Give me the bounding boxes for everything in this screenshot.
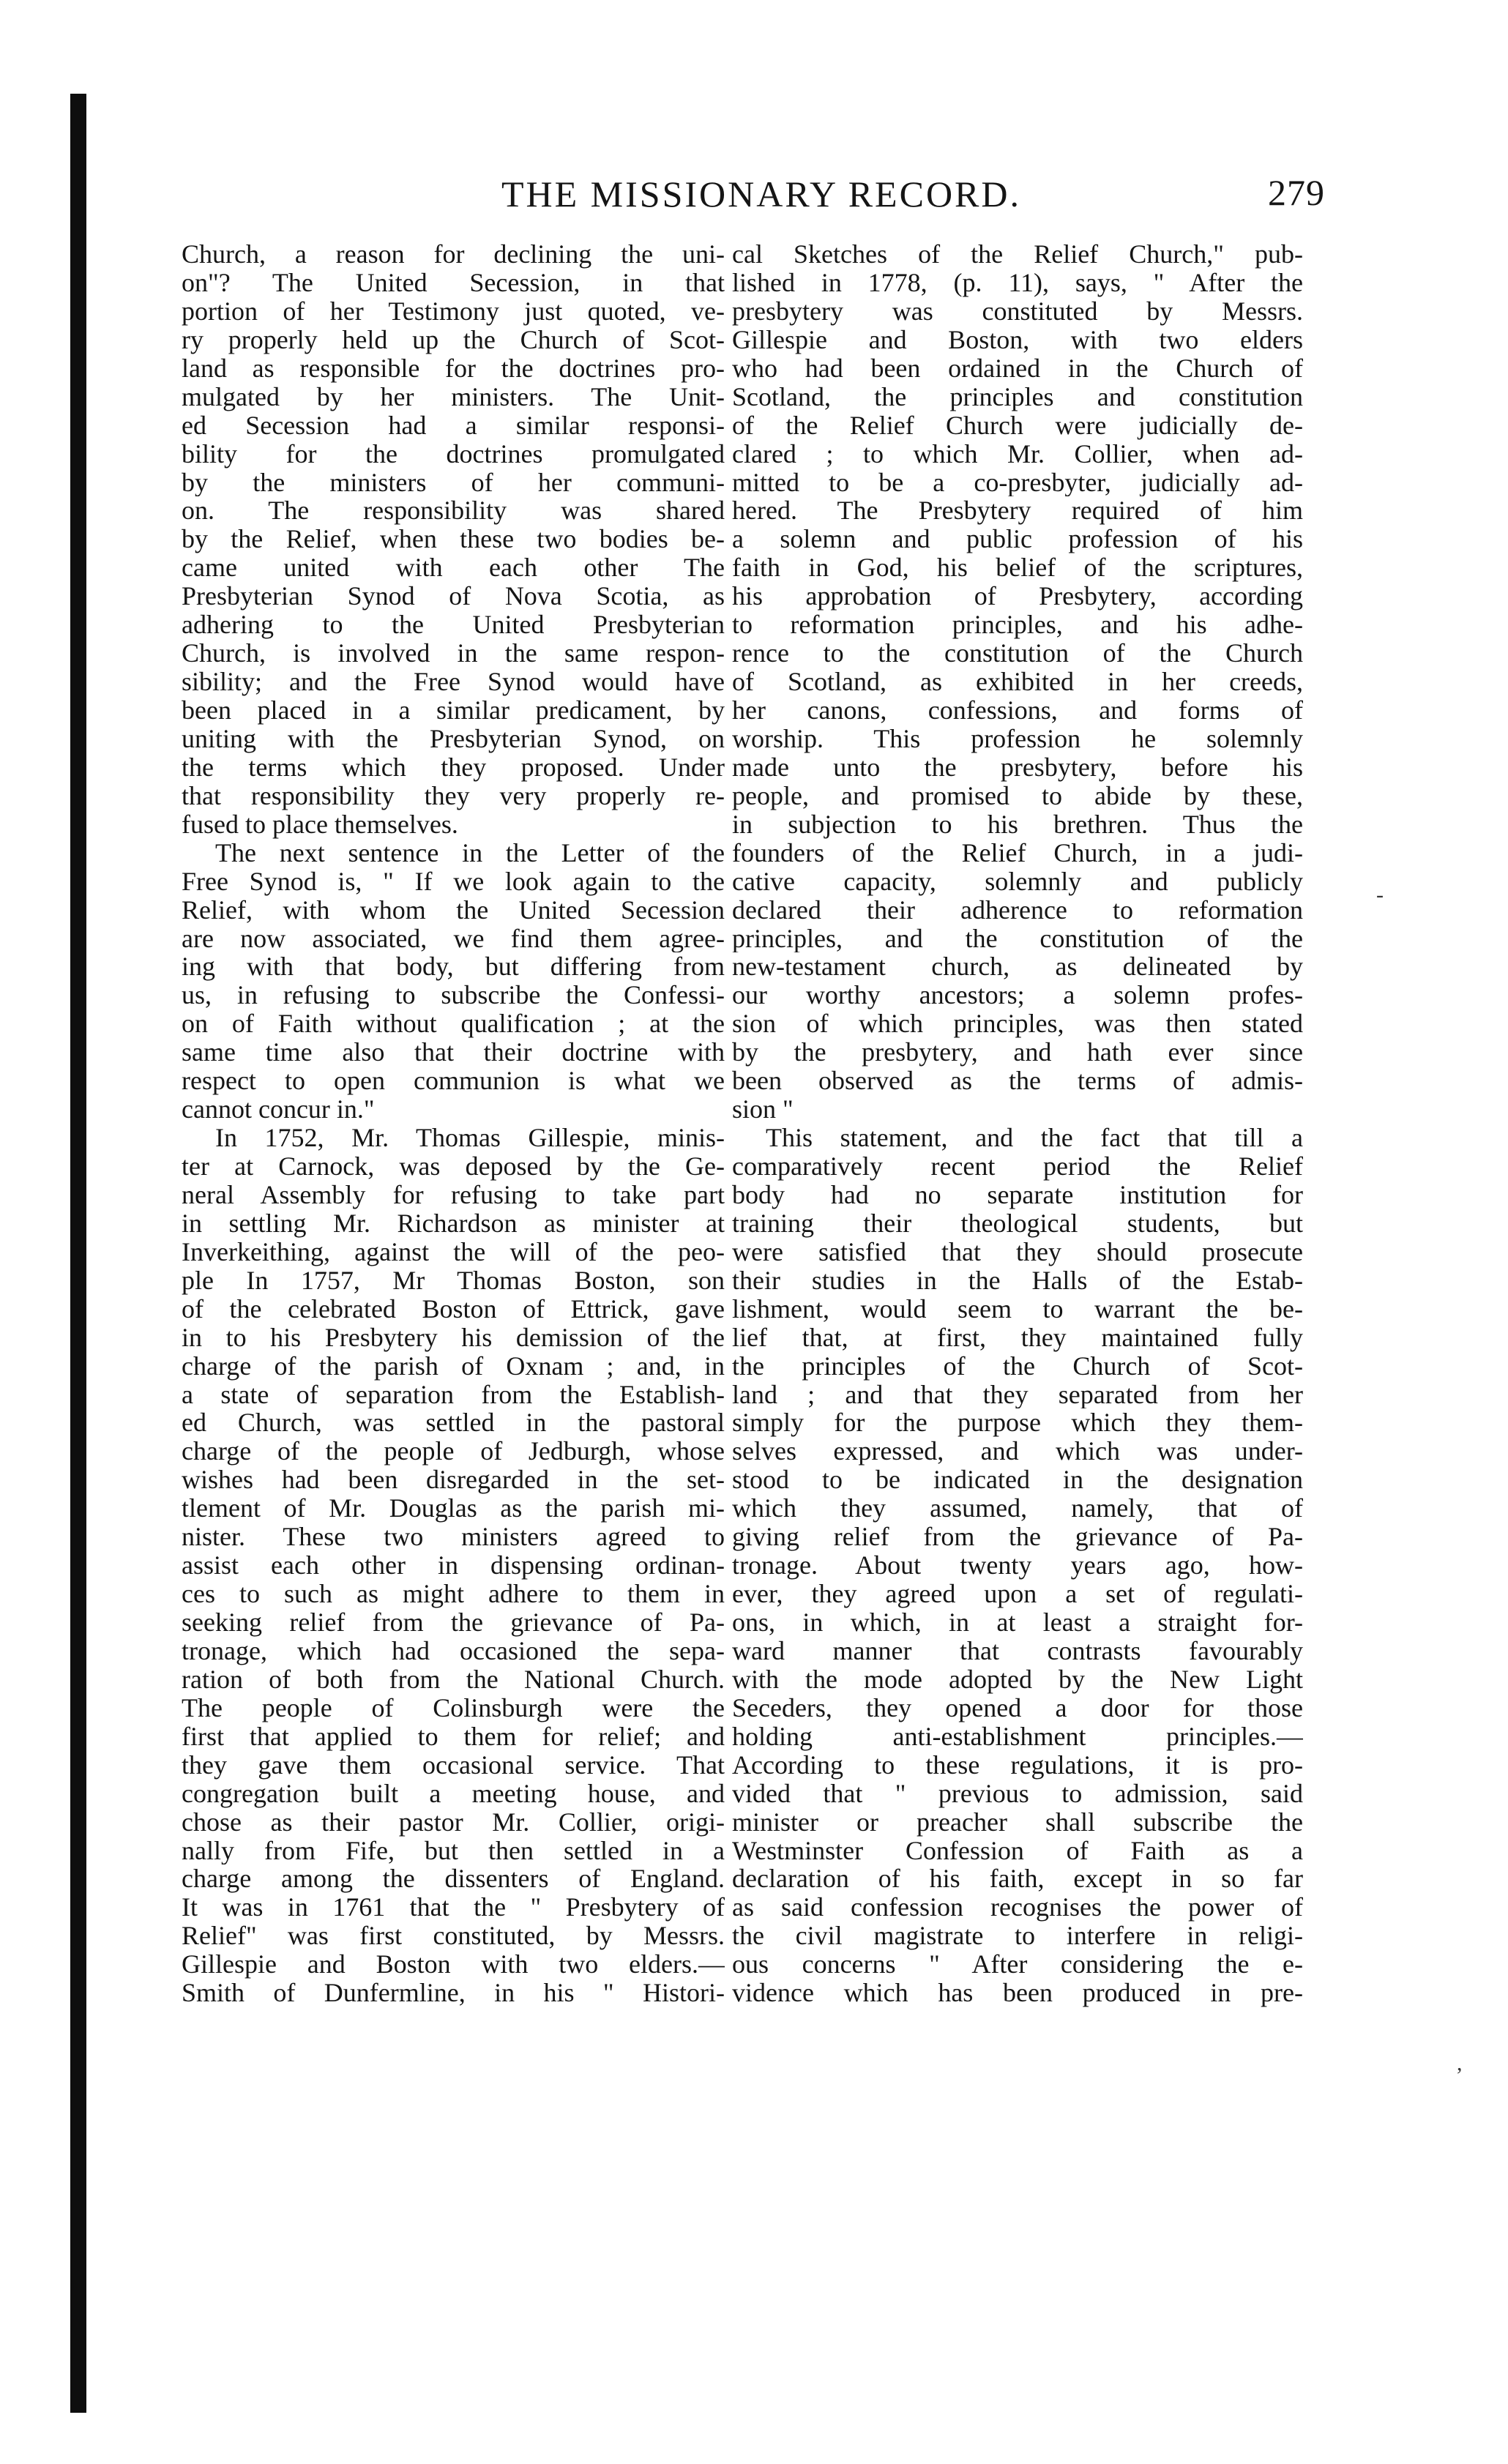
text-line: of Scotland, as exhibited in her creeds, bbox=[732, 668, 1303, 696]
text-line: It was in 1761 that the " Presbytery of bbox=[182, 1893, 725, 1922]
text-line: who had been ordained in the Church of bbox=[732, 354, 1303, 383]
text-line: been observed as the terms of admis- bbox=[732, 1067, 1303, 1096]
text-line: to reformation principles, and his adhe- bbox=[732, 611, 1303, 640]
margin-mark: , bbox=[1457, 2051, 1463, 2075]
text-line: The people of Colinsburgh were the bbox=[182, 1693, 725, 1722]
text-line: body had no separate institution for bbox=[732, 1180, 1303, 1209]
text-line: lished in 1778, (p. 11), says, " After the bbox=[732, 268, 1303, 297]
text-line: In 1752, Mr. Thomas Gillespie, minis- bbox=[215, 1124, 725, 1152]
text-line: new-testament church, as delineated by bbox=[732, 952, 1303, 982]
text-line: people, and promised to abide by these, bbox=[732, 781, 1303, 810]
text-line: by the presbytery, and hath ever since bbox=[732, 1038, 1303, 1067]
text-line: which they assumed, namely, that of bbox=[732, 1494, 1303, 1523]
text-line: of the Relief Church were judicially de- bbox=[732, 411, 1303, 440]
text-line: been placed in a similar predicament, by bbox=[182, 696, 725, 725]
text-line: simply for the purpose which they them- bbox=[732, 1408, 1303, 1438]
text-line: Church, a reason for declining the uni- bbox=[182, 240, 725, 269]
text-line: stood to be indicated in the designation bbox=[732, 1466, 1303, 1495]
text-line: uniting with the Presbyterian Synod, on bbox=[182, 724, 725, 753]
text-line: in settling Mr. Richardson as minister at bbox=[182, 1209, 725, 1238]
text-line: land as responsible for the doctrines pro- bbox=[182, 354, 725, 383]
text-line: nister. These two ministers agreed to bbox=[182, 1523, 725, 1552]
text-line: ons, in which, in at least a straight for- bbox=[732, 1608, 1303, 1637]
text-line: the civil magistrate to interfere in religi- bbox=[732, 1922, 1303, 1951]
text-line: with the mode adopted by the New Light bbox=[732, 1665, 1303, 1694]
text-line: declaration of his faith, except in so far bbox=[732, 1864, 1303, 1894]
text-line: cannot concur in." bbox=[182, 1095, 375, 1124]
text-line: hered. The Presbytery required of him bbox=[732, 496, 1303, 526]
text-line: the terms which they proposed. Under bbox=[182, 753, 725, 782]
binding-shadow bbox=[70, 94, 86, 2413]
text-line: a state of separation from the Establish- bbox=[182, 1380, 725, 1409]
text-line: as said confession recognises the power of bbox=[732, 1893, 1303, 1922]
text-line: on of Faith without qualification ; at the bbox=[182, 1009, 725, 1039]
text-line: land ; and that they separated from her bbox=[732, 1380, 1303, 1409]
text-line: first that applied to them for relief; and bbox=[182, 1722, 725, 1751]
text-line: Westminster Confession of Faith as a bbox=[732, 1836, 1303, 1865]
text-line: This statement, and the fact that till a bbox=[766, 1124, 1303, 1152]
text-line: minister or preacher shall subscribe the bbox=[732, 1807, 1303, 1837]
text-line: cative capacity, solemnly and publicly bbox=[732, 867, 1303, 896]
text-line: training their theological students, but bbox=[732, 1209, 1303, 1238]
text-line: fused to place themselves. bbox=[182, 810, 458, 839]
text-line: charge of the parish of Oxnam ; and, in bbox=[182, 1351, 725, 1381]
text-line: ever, they agreed upon a set of regulati- bbox=[732, 1580, 1303, 1608]
text-line: tronage, which had occasioned the sepa- bbox=[182, 1636, 725, 1665]
text-line: The next sentence in the Letter of the bbox=[215, 838, 725, 867]
text-line: charge among the dissenters of England. bbox=[182, 1864, 725, 1894]
text-line: respect to open communion is what we bbox=[182, 1067, 725, 1096]
text-line: chose as their pastor Mr. Collier, origi- bbox=[182, 1807, 725, 1837]
text-line: they gave them occasional service. That bbox=[182, 1750, 725, 1780]
text-line: his approbation of Presbytery, according bbox=[732, 582, 1303, 611]
right-column bbox=[732, 240, 1303, 2007]
text-line: ed Church, was settled in the pastoral bbox=[182, 1408, 725, 1438]
text-line: assist each other in dispensing ordinan- bbox=[182, 1551, 725, 1580]
text-line: by the ministers of her communi- bbox=[182, 468, 725, 497]
text-line: the principles of the Church of Scot- bbox=[732, 1351, 1303, 1381]
running-title: THE MISSIONARY RECORD. bbox=[501, 173, 1022, 214]
text-line: ry properly held up the Church of Scot- bbox=[182, 325, 725, 354]
text-line: Gillespie and Boston, with two elders bbox=[732, 325, 1303, 354]
text-line: Presbyterian Synod of Nova Scotia, as bbox=[182, 582, 725, 611]
text-line: Smith of Dunfermline, in his " Histori- bbox=[182, 1979, 725, 2008]
text-line: a solemn and public profession of his bbox=[732, 525, 1303, 554]
text-line: sibility; and the Free Synod would have bbox=[182, 668, 725, 696]
text-line: mitted to be a co-presbyter, judicially ad- bbox=[732, 468, 1303, 497]
left-column bbox=[182, 240, 725, 2007]
text-line: were satisfied that they should prosecute bbox=[732, 1237, 1303, 1266]
text-line: tronage. About twenty years ago, how- bbox=[732, 1551, 1303, 1580]
text-line: comparatively recent period the Relief bbox=[732, 1152, 1303, 1181]
text-line: vided that " previous to admission, said bbox=[732, 1779, 1303, 1808]
text-line: Relief, with whom the United Secession bbox=[182, 895, 725, 925]
text-line: portion of her Testimony just quoted, ve- bbox=[182, 296, 725, 326]
text-line: her canons, confessions, and forms of bbox=[732, 696, 1303, 725]
text-line: are now associated, we find them agree- bbox=[182, 924, 725, 953]
text-line: mulgated by her ministers. The Unit- bbox=[182, 382, 725, 411]
text-line: bility for the doctrines promulgated bbox=[182, 439, 725, 468]
text-line: Gillespie and Boston with two elders.— bbox=[182, 1950, 725, 1979]
text-line: sion " bbox=[732, 1095, 794, 1124]
text-line: cal Sketches of the Relief Church," pub- bbox=[732, 240, 1303, 269]
text-line: ple In 1757, Mr Thomas Boston, son bbox=[182, 1266, 725, 1295]
text-line: ed Secession had a similar responsi- bbox=[182, 411, 725, 440]
text-line: holding anti-establishment principles.— bbox=[732, 1722, 1303, 1751]
text-line: selves expressed, and which was under- bbox=[732, 1437, 1303, 1466]
text-line: ward manner that contrasts favourably bbox=[732, 1636, 1303, 1665]
text-line: adhering to the United Presbyterian bbox=[182, 611, 725, 640]
text-line: sion of which principles, was then stated bbox=[732, 1009, 1303, 1039]
text-line: Seceders, they opened a door for those bbox=[732, 1693, 1303, 1722]
text-line: of the celebrated Boston of Ettrick, gave bbox=[182, 1294, 725, 1324]
text-line: made unto the presbytery, before his bbox=[732, 753, 1303, 782]
text-line: us, in refusing to subscribe the Confessi- bbox=[182, 981, 725, 1010]
text-line: nally from Fife, but then settled in a bbox=[182, 1836, 725, 1865]
text-line: giving relief from the grievance of Pa- bbox=[732, 1523, 1303, 1552]
text-line: lief that, at first, they maintained fully bbox=[732, 1323, 1303, 1352]
text-line: on"? The United Secession, in that bbox=[182, 268, 725, 297]
text-line: that responsibility they very properly re- bbox=[182, 781, 725, 810]
text-line: ter at Carnock, was deposed by the Ge- bbox=[182, 1152, 725, 1181]
text-line: worship. This profession he solemnly bbox=[732, 724, 1303, 753]
margin-mark: - bbox=[1376, 883, 1384, 907]
text-line: in subjection to his brethren. Thus the bbox=[732, 810, 1303, 839]
text-line: charge of the people of Jedburgh, whose bbox=[182, 1437, 725, 1466]
text-line: came united with each other The bbox=[182, 553, 725, 583]
text-line: ces to such as might adhere to them in bbox=[182, 1580, 725, 1608]
text-line: Scotland, the principles and constitution bbox=[732, 382, 1303, 411]
text-line: Free Synod is, " If we look again to the bbox=[182, 867, 725, 896]
text-line: their studies in the Halls of the Estab- bbox=[732, 1266, 1303, 1295]
text-line: tlement of Mr. Douglas as the parish mi- bbox=[182, 1494, 725, 1523]
text-line: faith in God, his belief of the scriptures, bbox=[732, 553, 1303, 583]
text-line: ous concerns " After considering the e- bbox=[732, 1950, 1303, 1979]
text-line: seeking relief from the grievance of Pa- bbox=[182, 1608, 725, 1637]
text-line: lishment, would seem to warrant the be- bbox=[732, 1294, 1303, 1324]
text-line: clared ; to which Mr. Collier, when ad- bbox=[732, 439, 1303, 468]
text-line: neral Assembly for refusing to take part bbox=[182, 1180, 725, 1209]
text-line: declared their adherence to reformation bbox=[732, 895, 1303, 925]
text-line: same time also that their doctrine with bbox=[182, 1038, 725, 1067]
text-line: principles, and the constitution of the bbox=[732, 924, 1303, 953]
text-line: Inverkeithing, against the will of the peo- bbox=[182, 1237, 725, 1266]
text-line: in to his Presbytery his demission of the bbox=[182, 1323, 725, 1352]
text-line: presbytery was constituted by Messrs. bbox=[732, 296, 1303, 326]
text-line: our worthy ancestors; a solemn profes- bbox=[732, 981, 1303, 1010]
text-line: Relief" was first constituted, by Messrs. bbox=[182, 1922, 725, 1951]
text-line: wishes had been disregarded in the set- bbox=[182, 1466, 725, 1495]
page-number: 279 bbox=[1268, 172, 1325, 213]
text-line: by the Relief, when these two bodies be- bbox=[182, 525, 725, 554]
text-line: rence to the constitution of the Church bbox=[732, 639, 1303, 668]
text-line: ing with that body, but differing from bbox=[182, 952, 725, 982]
text-line: ration of both from the National Church. bbox=[182, 1665, 725, 1694]
text-line: Church, is involved in the same respon- bbox=[182, 639, 725, 668]
text-line: on. The responsibility was shared bbox=[182, 496, 725, 526]
text-line: According to these regulations, it is pro- bbox=[732, 1750, 1303, 1780]
text-line: vidence which has been produced in pre- bbox=[732, 1979, 1303, 2008]
text-line: founders of the Relief Church, in a judi- bbox=[732, 838, 1303, 867]
text-line: congregation built a meeting house, and bbox=[182, 1779, 725, 1808]
